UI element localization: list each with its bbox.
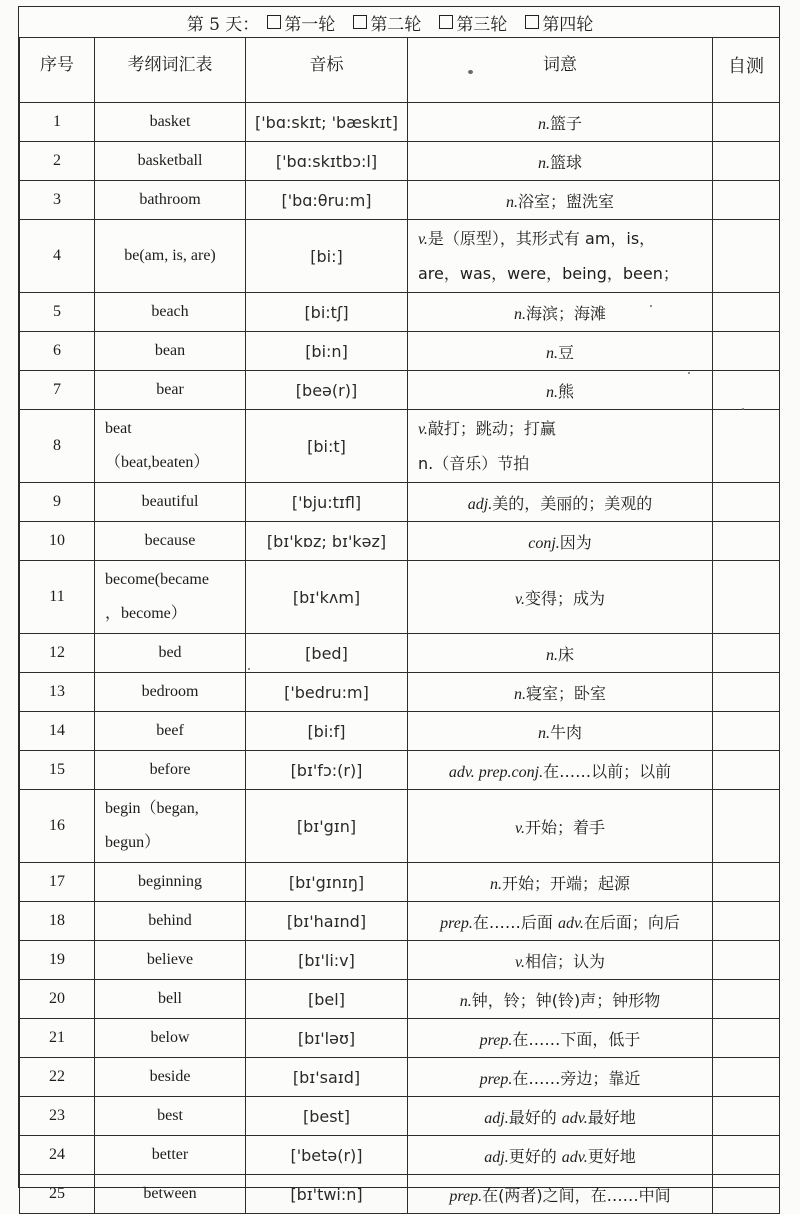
col-header-meaning: 词意 [408,38,713,103]
part-of-speech: adv. [557,914,584,932]
word-meaning [408,332,713,371]
phonetic: [bɪ'haɪnd] [246,902,408,941]
scan-speck [688,372,690,374]
checkbox-icon[interactable] [525,15,539,29]
part-of-speech: n. [537,115,550,133]
part-of-speech: adj. [484,1148,509,1166]
row-number: 17 [20,863,95,902]
vocab-word-line: begun） [105,834,161,851]
meaning-text: 浴室；盥洗室 [517,191,614,211]
phonetic: ['bedru:m] [246,673,408,712]
vocab-word-line: （beat,beaten） [105,454,210,471]
word-meaning [408,1058,713,1097]
word-meaning [408,1175,713,1214]
row-number: 13 [20,673,95,712]
meaning-line [418,412,708,447]
vocab-word: bed [95,634,246,673]
word-meaning [408,410,713,483]
row-number: 19 [20,941,95,980]
phonetic: [bɪ'twi:n] [246,1175,408,1214]
meaning-text: 在……以前；以前 [543,761,672,781]
meaning-text: 更好的 [508,1146,562,1166]
row-number: 23 [20,1097,95,1136]
phonetic: [bi:t] [246,410,408,483]
word-meaning [408,902,713,941]
word-meaning [408,142,713,181]
checkbox-icon[interactable] [267,15,281,29]
meaning-line [418,447,708,481]
phonetic: [bɪ'li:v] [246,941,408,980]
self-test-cell[interactable] [713,293,780,332]
meaning-text: 开始；开端；起源 [501,873,630,893]
vocab-word-line: beat [105,420,132,437]
vocab-word: best [95,1097,246,1136]
round-1-label: 第一轮 [284,14,336,35]
table-row [20,712,780,751]
meaning-text: 豆 [557,342,574,362]
part-of-speech: n. [537,154,550,172]
meaning-text: 在……下面，低于 [512,1029,641,1049]
vocab-word: bathroom [95,181,246,220]
vocab-word: basket [95,103,246,142]
vocab-word: beef [95,712,246,751]
self-test-cell[interactable] [713,790,780,863]
vocab-word-line: begin（began, [105,800,199,817]
round-3[interactable] [439,10,507,35]
part-of-speech: adv. [561,1148,588,1166]
phonetic: [best] [246,1097,408,1136]
part-of-speech: prep. [479,1031,513,1049]
meaning-text: 开始；着手 [524,817,605,837]
meaning-text: 在……后面 [472,912,558,932]
round-3-label: 第三轮 [456,14,508,35]
self-test-cell[interactable] [713,902,780,941]
self-test-cell[interactable] [713,181,780,220]
self-test-cell[interactable] [713,220,780,293]
vocab-word: believe [95,941,246,980]
table-row [20,1175,780,1214]
row-number: 4 [20,220,95,293]
phonetic: [bɪ'gɪn] [246,790,408,863]
scan-speck [248,668,250,670]
word-meaning [408,634,713,673]
self-test-cell[interactable] [713,410,780,483]
round-2-label: 第二轮 [370,14,422,35]
phonetic: [bɪ'gɪnɪŋ] [246,863,408,902]
row-number: 3 [20,181,95,220]
vocab-word: beach [95,293,246,332]
word-meaning [408,1097,713,1136]
meaning-text: 最好地 [587,1107,636,1127]
vocab-word-line: ，become） [105,605,187,622]
meaning-text: 床 [557,644,574,664]
part-of-speech: prep. [440,914,473,932]
table-row [20,1097,780,1136]
phonetic: ['bɑ:skɪt; 'bæskɪt] [246,103,408,142]
meaning-text: 牛肉 [549,722,582,742]
word-meaning [408,980,713,1019]
checkbox-icon[interactable] [439,15,453,29]
table-header-row [20,38,780,103]
row-number: 25 [20,1175,95,1214]
word-meaning [408,103,713,142]
meaning-text: 最好的 [508,1107,562,1127]
word-meaning [408,181,713,220]
vocab-word: before [95,751,246,790]
word-meaning [408,673,713,712]
col-header-word: 考纲词汇表 [95,38,246,103]
table-row [20,1136,780,1175]
part-of-speech: v. [418,420,428,438]
meaning-text: are，was，were，being，been； [418,263,679,283]
self-test-cell[interactable] [713,712,780,751]
row-number: 2 [20,142,95,181]
word-meaning [408,1136,713,1175]
row-number: 22 [20,1058,95,1097]
meaning-text: 篮子 [549,113,582,133]
vocab-word: between [95,1175,246,1214]
phonetic: [bɪ'ləʊ] [246,1019,408,1058]
table-row [20,293,780,332]
part-of-speech: n. [513,685,526,703]
table-row [20,103,780,142]
meaning-text: 熊 [557,381,574,401]
self-test-cell[interactable] [713,483,780,522]
meaning-line [418,222,708,257]
self-test-cell[interactable] [713,1097,780,1136]
col-header-number: 序号 [20,38,95,103]
word-meaning [408,293,713,332]
meaning-text: n.（音乐）节拍 [418,453,530,473]
phonetic: ['bɑ:θru:m] [246,181,408,220]
vocab-word: be(am, is, are) [95,220,246,293]
table-row [20,1019,780,1058]
word-meaning [408,483,713,522]
meaning-text: 变得；成为 [524,588,605,608]
scan-speck [650,305,652,307]
vocab-word: below [95,1019,246,1058]
part-of-speech: n. [513,305,526,323]
word-meaning [408,790,713,863]
word-meaning [408,941,713,980]
meaning-text: 更好地 [587,1146,636,1166]
table-row [20,483,780,522]
meaning-line [418,257,708,291]
meaning-text: 寝室；卧室 [525,683,606,703]
part-of-speech: conj. [528,534,560,552]
self-test-cell[interactable] [713,863,780,902]
row-number: 18 [20,902,95,941]
table-body [20,103,780,1214]
table-row [20,181,780,220]
part-of-speech: n. [505,193,518,211]
vocab-word: bedroom [95,673,246,712]
part-of-speech: v. [515,819,525,837]
vocabulary-sheet [18,6,780,1205]
round-4[interactable] [525,10,593,35]
phonetic: [bɪ'kɒz; bɪ'kəz] [246,522,408,561]
table-row [20,941,780,980]
self-test-cell[interactable] [713,634,780,673]
row-number: 20 [20,980,95,1019]
meaning-text: 相信；认为 [524,951,605,971]
word-meaning [408,712,713,751]
row-number: 15 [20,751,95,790]
part-of-speech: n. [545,383,558,401]
self-test-cell[interactable] [713,522,780,561]
phonetic: [bi:tʃ] [246,293,408,332]
part-of-speech: prep. [449,1187,483,1205]
self-test-cell[interactable] [713,103,780,142]
word-meaning [408,863,713,902]
word-meaning [408,751,713,790]
row-number: 1 [20,103,95,142]
vocab-word: because [95,522,246,561]
row-number: 21 [20,1019,95,1058]
round-4-label: 第四轮 [542,14,594,35]
phonetic: [bed] [246,634,408,673]
word-meaning [408,371,713,410]
word-meaning [408,1019,713,1058]
part-of-speech: n. [537,724,550,742]
table-row [20,751,780,790]
part-of-speech: adv. prep.conj. [448,763,544,781]
vocab-word: beside [95,1058,246,1097]
vocab-word [95,410,246,483]
vocab-word: bean [95,332,246,371]
table-row [20,332,780,371]
row-number: 16 [20,790,95,863]
row-number: 10 [20,522,95,561]
word-meaning [408,561,713,634]
table-row [20,863,780,902]
phonetic: ['bju:tɪfl] [246,483,408,522]
self-test-cell[interactable] [713,751,780,790]
self-test-cell[interactable] [713,1175,780,1214]
phonetic: [bi:] [246,220,408,293]
row-number: 7 [20,371,95,410]
meaning-text: 在后面；向后 [583,912,680,932]
meaning-text: 敲打；跳动；打赢 [427,418,556,438]
round-1[interactable] [267,10,335,35]
phonetic: [bi:f] [246,712,408,751]
table-row [20,522,780,561]
table-row [20,902,780,941]
table-row [20,790,780,863]
part-of-speech: v. [418,230,428,248]
scan-speck [468,70,473,74]
vocab-word-line: become(became [105,571,209,588]
meaning-text: 是（原型），其形式有 am，is， [427,228,656,248]
row-number: 11 [20,561,95,634]
phonetic: [bɪ'fɔ:(r)] [246,751,408,790]
row-number: 14 [20,712,95,751]
word-meaning [408,522,713,561]
table-row [20,980,780,1019]
self-test-cell[interactable] [713,332,780,371]
part-of-speech: n. [545,344,558,362]
part-of-speech: adj. [484,1109,509,1127]
self-test-cell[interactable] [713,1019,780,1058]
phonetic: [bi:n] [246,332,408,371]
vocabulary-table [19,37,780,1214]
vocab-word: behind [95,902,246,941]
row-number: 8 [20,410,95,483]
part-of-speech: n. [459,992,472,1010]
self-test-cell[interactable] [713,142,780,181]
table-row [20,1058,780,1097]
row-number: 9 [20,483,95,522]
phonetic: ['bɑ:skɪtbɔ:l] [246,142,408,181]
vocab-word: better [95,1136,246,1175]
vocab-word: beginning [95,863,246,902]
row-number: 12 [20,634,95,673]
phonetic: [bel] [246,980,408,1019]
phonetic: [bɪ'kʌm] [246,561,408,634]
vocab-word: bear [95,371,246,410]
table-row [20,561,780,634]
phonetic: ['betə(r)] [246,1136,408,1175]
phonetic: [bɪ'saɪd] [246,1058,408,1097]
row-number: 6 [20,332,95,371]
row-number: 5 [20,293,95,332]
row-number: 24 [20,1136,95,1175]
table-row [20,142,780,181]
self-test-cell[interactable] [713,1058,780,1097]
vocab-word: beautiful [95,483,246,522]
meaning-text: 钟，铃；钟(铃)声；钟形物 [471,990,661,1010]
part-of-speech: prep. [479,1070,513,1088]
part-of-speech: v. [515,953,525,971]
part-of-speech: n. [545,646,558,664]
table-row [20,371,780,410]
col-header-phonetic: 音标 [246,38,408,103]
self-test-cell[interactable] [713,980,780,1019]
self-test-cell[interactable] [713,561,780,634]
title-row [19,7,779,38]
round-2[interactable] [353,10,421,35]
part-of-speech: adj. [467,495,493,513]
word-meaning [408,220,713,293]
col-header-self-test: 自测 [713,38,780,103]
self-test-cell[interactable] [713,673,780,712]
part-of-speech: v. [515,590,525,608]
part-of-speech: n. [489,875,502,893]
meaning-text: 海滨；海滩 [525,303,606,323]
meaning-text: 篮球 [549,152,582,172]
vocab-word: bell [95,980,246,1019]
table-row [20,673,780,712]
meaning-text: 在……旁边；靠近 [512,1068,641,1088]
vocab-word [95,561,246,634]
self-test-cell[interactable] [713,941,780,980]
vocab-word [95,790,246,863]
part-of-speech: adv. [561,1109,588,1127]
vocab-word: basketball [95,142,246,181]
scan-speck [742,408,744,410]
meaning-text: 因为 [559,532,592,552]
day-label: 第 5 天： [186,14,260,35]
table-row [20,634,780,673]
table-row [20,220,780,293]
table-row [20,410,780,483]
checkbox-icon[interactable] [353,15,367,29]
self-test-cell[interactable] [713,1136,780,1175]
self-test-cell[interactable] [713,371,780,410]
phonetic: [beə(r)] [246,371,408,410]
meaning-text: 在(两者)之间，在……中间 [482,1185,671,1205]
meaning-text: 美的，美丽的；美观的 [492,493,653,513]
